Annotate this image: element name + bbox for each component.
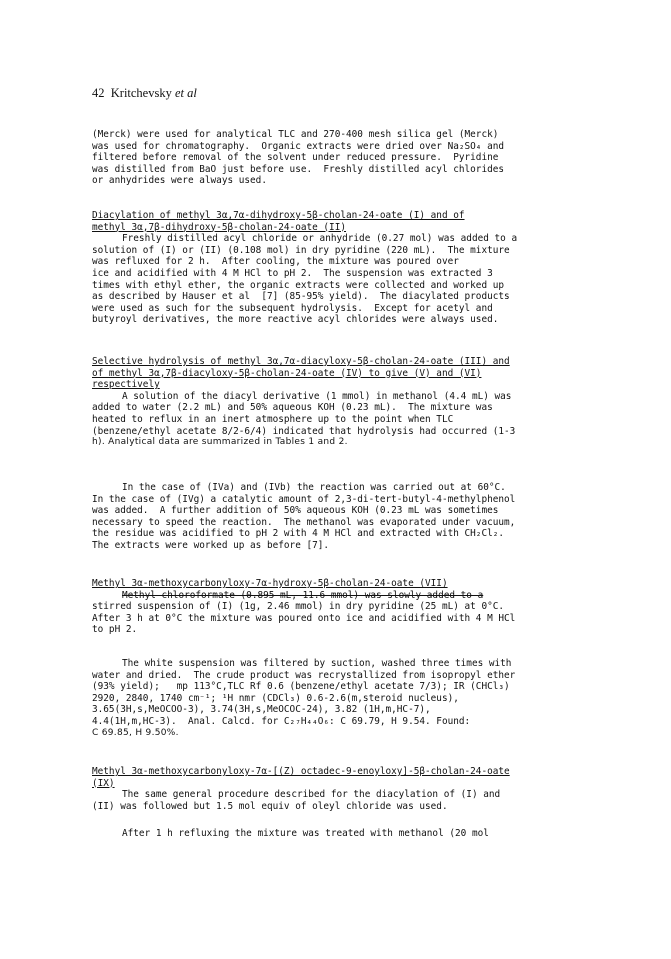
text-line: ice and acidified with 4 M HCl to pH 2. The suspension was extracted 3 (92, 267, 493, 279)
text-line: filtered before removal of the solvent under reduced pressure. Pyridine (92, 152, 499, 164)
text-line: or anhydrides were always used. (92, 175, 267, 187)
section-heading: of methyl 3α,7β-diacyloxy-5β-cholan-24-oate (IV) to give (V) and (VI) (92, 367, 482, 379)
text-line: solution of (I) or (II) (0.108 mol) in dry pyridine (220 mL). The mixture (92, 244, 510, 256)
running-header (92, 86, 197, 101)
text-line: was refluxed for 2 h. After cooling, the mixture was poured over (92, 256, 459, 268)
text-line: (93% yield); mp 113°C,TLC Rf 0.6 (benzene/ethyl acetate 7/3); IR (CHCl₃) (92, 681, 510, 693)
text-line: The same general procedure described for the diacylation of (I) and (122, 789, 501, 801)
text-line: water and dried. The crude product was recrystallized from isopropyl ether (92, 669, 516, 681)
text-line: In the case of (IVg) a catalytic amount of 2,3-di-tert-butyl-4-methylphenol (92, 493, 516, 505)
section-heading: respectively (92, 379, 160, 391)
reaction-conditions-paragraph (92, 482, 515, 552)
author-name: Kritchevsky (110, 86, 172, 100)
text-line: (II) was followed but 1.5 mol equiv of oleyl chloride was used. (92, 800, 448, 812)
text-line: After 1 h refluxing the mixture was treated with methanol (20 mol (122, 828, 489, 839)
text-line: the residue was acidified to pH 2 with 4 M HCl and extracted with CH₂Cl₂. (92, 528, 505, 540)
section-heading: Diacylation of methyl 3α,7α-dihydroxy-5β-cholan-24-oate (I) and of (92, 210, 465, 221)
section-diacylation (92, 210, 517, 326)
text-line: (benzene/ethyl acetate 8/2-6/4) indicated that hydrolysis had occurred (1-3 (92, 425, 516, 437)
text-line: 2920, 2840, 1740 cm⁻¹; ¹H nmr (CDCl₃) 0.6-2.6(m,steroid nucleus), (92, 692, 459, 704)
text-line: was added. A further addition of 50% aqueous KOH (0.23 mL was sometimes (92, 505, 499, 517)
text-line: Freshly distilled acyl chloride or anhydride (0.27 mol) was added to a (122, 233, 518, 245)
et-al: et al (174, 86, 197, 100)
text-line: A solution of the diacyl derivative (1 mmol) in methanol (4.4 mL) was (122, 390, 512, 402)
text-line: to pH 2. (92, 624, 138, 636)
text-line: was used for chromatography. Organic extracts were dried over Na₂SO₄ and (92, 140, 505, 152)
characterization-paragraph (92, 658, 515, 739)
text-line: In the case of (IVa) and (IVb) the reaction was carried out at 60°C. (122, 482, 506, 493)
text-line: necessary to speed the reaction. The methanol was evaporated under vacuum, (92, 516, 516, 528)
text-line: h). Analytical data are summarized in Tables 1 and 2. (92, 437, 348, 448)
text-line: C 69.85, H 9.50%. (92, 727, 179, 738)
text-line: The extracts were worked up as before [7]. (92, 539, 330, 551)
text-line: heated to reflux in an inert atmosphere up to the point when TLC (92, 413, 454, 425)
text-line: (Merck) were used for analytical TLC and 270-400 mesh silica gel (Merck) (92, 129, 499, 140)
text-line: as described by Hauser et al [7] (85-95% yield). The diacylated products (92, 291, 510, 303)
section-heading: Methyl 3α-methoxycarbonyloxy-7α-hydroxy-5β-cholan-24-oate (VII) (92, 578, 448, 589)
text-line: added to water (2.2 mL) and 50% aqueous KOH (0.23 mL). The mixture was (92, 402, 493, 414)
text-line: The white suspension was filtered by suction, washed three times with (122, 658, 512, 669)
text-line: was distilled from BaO just before use. Freshly distilled acyl chlorides (92, 163, 505, 175)
page-number: 42 (92, 86, 105, 100)
section-heading: (IX) (92, 777, 115, 789)
section-selective-hydrolysis (92, 356, 515, 449)
text-line: After 3 h at 0°C the mixture was poured onto ice and acidified with 4 M HCl (92, 612, 516, 624)
text-line: times with ethyl ether, the organic extracts were collected and worked up (92, 279, 505, 291)
section-heading: Selective hydrolysis of methyl 3α,7α-diacyloxy-5β-cholan-24-oate (III) and (92, 356, 510, 367)
section-ix (92, 766, 510, 812)
section-vii (92, 578, 515, 636)
text-line: stirred suspension of (I) (1g, 2.46 mmol) in dry pyridine (25 mL) at 0°C. (92, 601, 505, 613)
text-line: were used as such for the subsequent hydrolysis. Except for acetyl and (92, 302, 493, 314)
section-heading: Methyl 3α-methoxycarbonyloxy-7α-[(Z) octadec-9-enoyloxy]-5β-cholan-24-oate (92, 766, 510, 777)
text-line: Methyl chloroformate (0.895 mL, 11.6 mmol) was slowly added to a (122, 589, 484, 601)
intro-paragraph (92, 129, 504, 187)
final-paragraph (92, 828, 489, 840)
section-heading: methyl 3α,7β-dihydroxy-5β-cholan-24-oate (II) (92, 221, 346, 233)
text-line: 4.4(1H,m,HC-3). Anal. Calcd. for C₂₇H₄₄O₆: C 69.79, H 9.54. Found: (92, 715, 471, 727)
text-line: 3.65(3H,s,MeOCOO-3), 3.74(3H,s,MeOCOC-24), 3.82 (1H,m,HC-7), (92, 704, 431, 716)
text-line: butyroyl derivatives, the more reactive acyl chlorides were always used. (92, 314, 499, 326)
